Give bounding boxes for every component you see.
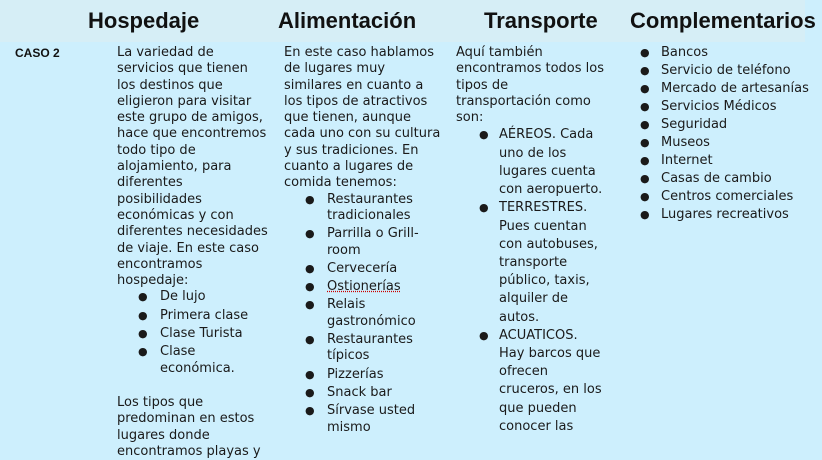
bullet-icon: ● (640, 46, 650, 59)
list-item: ● TERRESTRES. Pues cuentan con autobuses, transporte público, taxis, alquiler de autos. (479, 200, 598, 325)
header-complementarios: Complementarios (630, 8, 816, 33)
bullet-icon: ● (305, 385, 315, 399)
list-item: ● Centros comerciales (640, 189, 794, 204)
list-item: ● Parrilla o Grill-room (305, 226, 419, 258)
bullet-icon: ● (305, 227, 315, 241)
list-item: ● Lugares recreativos (640, 207, 789, 222)
bullet-icon: ● (479, 328, 489, 342)
transporte-intro: Aquí también encontramos todos los tipos de transportación como son: (456, 45, 605, 126)
list-item: ● Mercado de artesanías (640, 81, 809, 96)
list-item: ● Clase Turista (138, 326, 243, 342)
list-item: ● Servicios Médicos (640, 99, 777, 114)
list-item: ● Restaurantes típicos (305, 332, 413, 364)
bullet-icon: ● (640, 64, 650, 77)
list-item: ● Bancos (640, 45, 708, 60)
list-item: ● Ostionerías (305, 279, 401, 295)
bullet-icon: ● (305, 261, 315, 275)
alimentacion-list (284, 192, 442, 436)
list-item: ● Snack bar (305, 384, 392, 400)
header-transporte: Transporte (484, 8, 598, 33)
list-item: ● Restaurantes tradicionales (305, 191, 413, 223)
list-item: ● Relais gastronómico (305, 297, 416, 329)
bullet-icon: ● (305, 280, 315, 294)
bullet-icon: ● (640, 100, 650, 113)
bullet-icon: ● (138, 290, 148, 304)
list-item: ● Pizzerías (305, 366, 384, 382)
bullet-icon: ● (305, 192, 315, 206)
alimentacion-column (284, 45, 442, 438)
bullet-icon: ● (640, 172, 650, 185)
list-item: ● Casas de cambio (640, 171, 772, 186)
hospedaje-outro: Los tipos que predominan en estos lugares donde encontramos playas y (117, 394, 261, 459)
hospedaje-list (117, 289, 269, 376)
list-item: ● De lujo (138, 289, 206, 305)
bullet-icon: ● (305, 367, 315, 381)
transporte-column (456, 45, 606, 436)
transporte-list (456, 126, 606, 435)
bullet-icon: ● (138, 345, 148, 359)
list-item: ● Primera clase (138, 307, 249, 323)
bullet-icon: ● (479, 201, 489, 215)
bullet-icon: ● (640, 118, 650, 131)
list-item: ● Sírvase usted mismo (305, 403, 416, 435)
alimentacion-intro: En este caso hablamos de lugares muy similares en cuanto a los tipos de atractivos que tienen, aunque cada uno con su cultura y sus tradiciones. En cuanto a lugares de comida tenemos: (284, 45, 441, 191)
list-item: ● Museos (640, 135, 710, 150)
list-item: ● Clase económica. (138, 344, 235, 376)
bullet-icon: ● (640, 136, 650, 149)
bullet-icon: ● (479, 128, 489, 142)
bullet-icon: ● (640, 208, 650, 221)
list-item: ● Servicio de teléfono (640, 63, 791, 78)
bullet-icon: ● (138, 308, 148, 322)
case-label: CASO 2 (15, 46, 60, 60)
bullet-icon: ● (640, 82, 650, 95)
hospedaje-column (117, 45, 269, 460)
complementarios-list (640, 45, 811, 223)
bullet-icon: ● (640, 154, 650, 167)
hospedaje-intro: La variedad de servicios que tienen los destinos que eligieron para visitar este grupo de amigos, hace que encontremos todo tipo de alojamiento, para diferentes posibilidades económicas y con diferentes necesidades de viaje. En este caso encontramos hospedaje: (117, 45, 268, 289)
list-item: ● AÉREOS. Cada uno de los lugares cuenta con aeropuerto. (479, 127, 603, 198)
bullet-icon: ● (305, 404, 315, 418)
header-alimentacion: Alimentación (278, 8, 417, 33)
list-item: ● ACUATICOS. Hay barcos que ofrecen cruceros, en los que pueden conocer las (479, 327, 602, 434)
table-header (0, 0, 816, 42)
complementarios-column (640, 45, 811, 225)
bullet-icon: ● (640, 190, 650, 203)
list-item: ● Internet (640, 153, 713, 168)
bullet-icon: ● (305, 333, 315, 347)
bullet-icon: ● (305, 298, 315, 312)
list-item: ● Seguridad (640, 117, 728, 132)
list-item: ● Cervecería (305, 260, 398, 276)
bullet-icon: ● (138, 327, 148, 341)
header-hospedaje: Hospedaje (88, 8, 200, 33)
